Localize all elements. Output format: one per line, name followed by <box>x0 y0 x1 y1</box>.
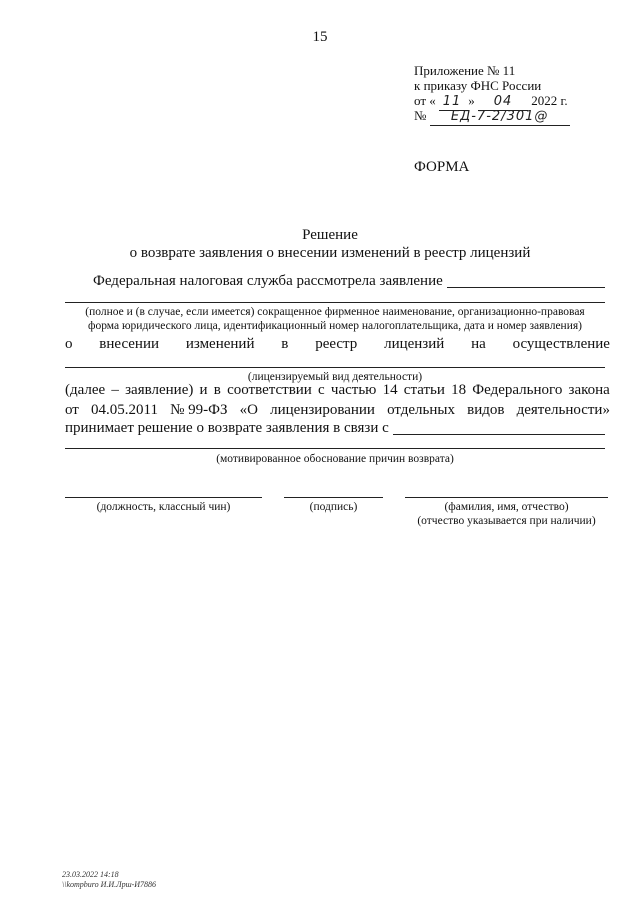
applicant-details-line[interactable] <box>65 302 605 303</box>
word: 18 <box>451 382 467 398</box>
date-mid: » <box>468 93 475 108</box>
word: реестр <box>315 336 358 352</box>
word: отдельных <box>387 402 455 418</box>
word: соответствии <box>227 382 312 398</box>
position-label: (должность, классный чин) <box>96 501 231 513</box>
word: на <box>471 336 486 352</box>
order-number <box>414 108 614 124</box>
name-note: (отчество указывается при наличии) <box>417 515 596 527</box>
name-field-line[interactable] <box>405 497 608 498</box>
title-line1: Решение <box>302 227 358 243</box>
title-line2: о возврате заявления о внесении изменений в реестр лицензий <box>129 245 531 261</box>
word: в <box>281 336 289 352</box>
justified-line-changes <box>65 335 610 353</box>
word: 14 <box>382 382 398 398</box>
paragraph-line2 <box>65 401 610 419</box>
word: деятельности» <box>516 402 610 418</box>
word: Федерального <box>472 382 563 398</box>
word: от <box>65 402 79 418</box>
number-prefix: № <box>414 108 427 123</box>
signature-field-line[interactable] <box>284 497 383 498</box>
word: (далее <box>65 382 106 398</box>
word: видов <box>467 402 505 418</box>
word: и <box>199 382 208 398</box>
footer-stamp-line1: 23.03.2022 14:18 <box>62 870 119 879</box>
activity-type-line[interactable] <box>65 367 605 368</box>
order-label: к приказу ФНС России <box>414 78 542 93</box>
name-label: (фамилия, имя, отчество) <box>444 501 569 513</box>
word: статьи <box>403 382 445 398</box>
date-day: 11 <box>439 94 465 111</box>
return-reason-field-line[interactable] <box>393 434 605 435</box>
word: частью <box>330 382 377 398</box>
date-prefix: от « <box>414 93 436 108</box>
position-field-line[interactable] <box>65 497 262 498</box>
word: изменений <box>185 336 255 352</box>
word: № 99-ФЗ <box>170 402 228 418</box>
word: заявление) <box>125 382 194 398</box>
word: закона <box>568 382 610 398</box>
word: о <box>65 336 73 352</box>
word: «О <box>239 402 258 418</box>
word: лицензировании <box>270 402 375 418</box>
word: в <box>213 382 221 398</box>
date-year: 2022 г. <box>531 93 568 108</box>
number-value: ЕД-7-2/301@ <box>430 109 570 126</box>
intro-text: Федеральная налоговая служба рассмотрела заявление <box>93 273 443 289</box>
paragraph-line3: принимает решение о возврате заявления в связи с <box>65 420 389 436</box>
applicant-field-line[interactable] <box>447 287 605 288</box>
return-reason-line[interactable] <box>65 448 605 449</box>
form-label: ФОРМА <box>414 159 470 175</box>
order-date <box>414 93 614 109</box>
page-number: 15 <box>312 29 328 45</box>
word: – <box>111 382 119 398</box>
word: осуществление <box>512 336 610 352</box>
word: 04.05.2011 <box>91 402 158 418</box>
appendix-label: Приложение № 11 <box>414 63 516 78</box>
word: внесении <box>99 336 160 352</box>
note-activity: (лицензируемый вид деятельности) <box>247 371 423 383</box>
note-return-reason: (мотивированное обоснование причин возврата) <box>216 453 454 465</box>
note-applicant-line2: форма юридического лица, идентификационный номер налогоплательщика, дата и номер заявления) <box>88 320 582 332</box>
signature-label: (подпись) <box>309 501 358 513</box>
paragraph-line1 <box>65 381 610 399</box>
word: с <box>318 382 325 398</box>
word: лицензий <box>384 336 445 352</box>
note-applicant-line1: (полное и (в случае, если имеется) сокращенное фирменное наименование, организационно-правовая <box>85 306 585 318</box>
date-month: 04 <box>478 94 528 111</box>
footer-stamp-line2: \\kompburo И.И.Лрш-И7886 <box>62 880 157 889</box>
